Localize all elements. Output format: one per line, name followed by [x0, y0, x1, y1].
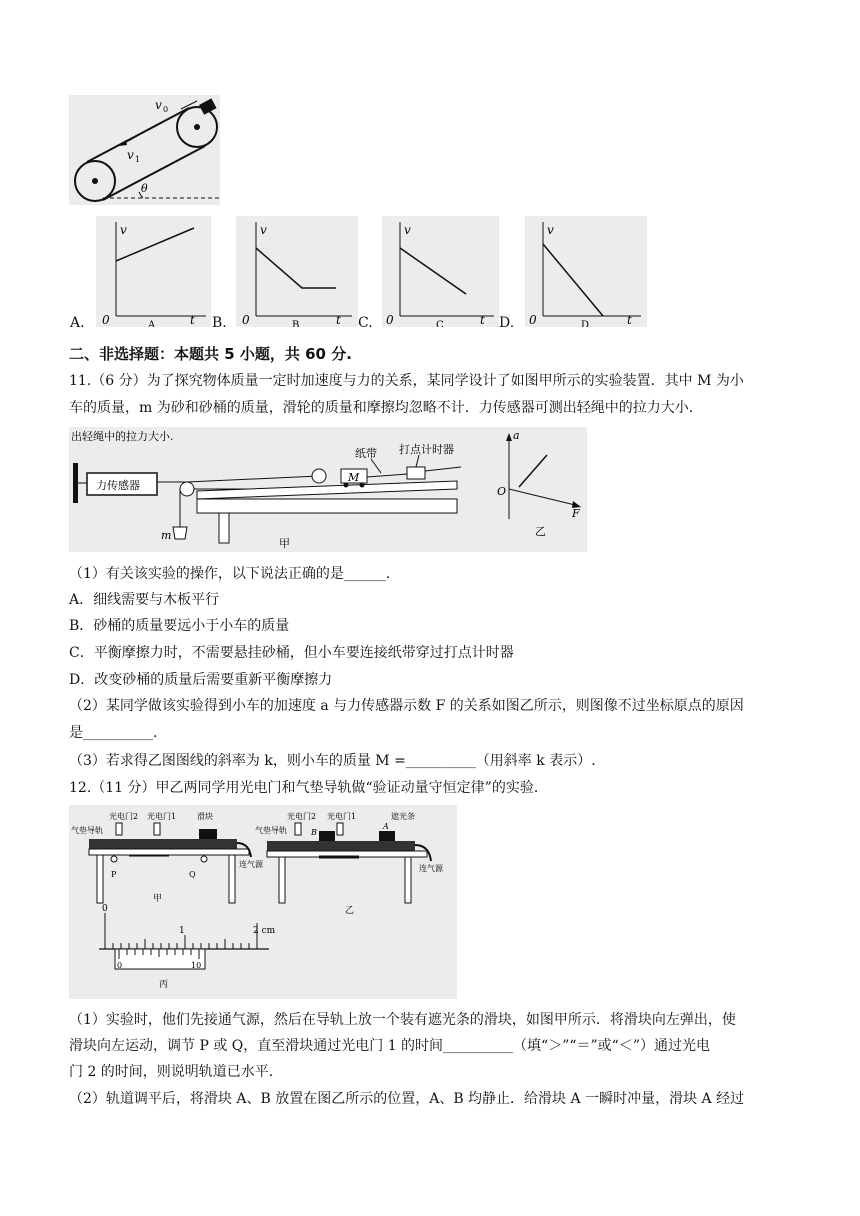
- v1-sub: 1: [135, 155, 141, 164]
- graph-b-x: t: [336, 313, 341, 327]
- graph-c-caption: C: [436, 320, 444, 327]
- q11-option-d: D．改变砂桶的质量后需要重新平衡摩擦力: [69, 672, 333, 688]
- graph-c-origin: 0: [386, 313, 394, 327]
- section-2-title: 二、非选择题：本题共 5 小题，共 60 分.: [69, 345, 352, 363]
- q12-airb: 连气源: [419, 864, 443, 873]
- q11-caption-jia: 甲: [279, 537, 290, 550]
- q11-p2-2: 是__________.: [69, 725, 158, 741]
- vernier-10: 10: [191, 961, 202, 970]
- q11-p3: （3）若求得乙图图线的斜率为 k，则小车的质量 M =__________（用斜率 k 表示）.: [69, 753, 596, 769]
- q12-gate2: 光电门2: [109, 812, 139, 821]
- graph-d-caption: D: [581, 320, 590, 327]
- q12-gate1b: 光电门1: [327, 812, 357, 821]
- q11-graph-O: O: [497, 485, 507, 498]
- q12-air: 连气源: [239, 860, 263, 869]
- vernier-0: 0: [117, 961, 123, 970]
- q11-option-a: A．细线需要与木板平行: [69, 592, 220, 608]
- q12-p2-1: （2）轨道调平后，将滑块 A、B 放置在图乙所示的位置，A、B 均静止．给滑块 A 一瞬时冲量，滑块 A 经过: [69, 1091, 745, 1107]
- option-b-graph: [236, 216, 358, 327]
- graph-d-x: t: [627, 313, 632, 327]
- q11-option-c: C．平衡摩擦力时，不需要悬挂砂桶，但小车要连接纸带穿过打点计时器: [69, 645, 514, 661]
- q12-Q: Q: [189, 870, 196, 879]
- caliper-2: 2 cm: [253, 926, 276, 936]
- q11-crop-text: 出轻绳中的拉力大小.: [71, 430, 174, 443]
- graph-d-origin: 0: [529, 313, 537, 327]
- caliper-1: 1: [179, 926, 185, 936]
- q11-timer-label: 打点计时器: [399, 443, 454, 456]
- option-d-graph: [525, 216, 647, 327]
- graph-c-y: v: [404, 223, 411, 237]
- q11-caption-yi: 乙: [535, 525, 546, 538]
- graph-a-y: v: [120, 223, 127, 237]
- q11-tape-label: 纸带: [355, 447, 377, 460]
- option-b-letter: B.: [212, 315, 227, 331]
- graph-c-x: t: [480, 313, 485, 327]
- q12-A: A: [383, 822, 389, 831]
- graph-b-caption: B: [292, 320, 300, 327]
- conveyor-belt-figure: [69, 95, 220, 205]
- q11-graph-a: a: [513, 429, 520, 442]
- v1-label: v: [127, 148, 134, 162]
- graph-d-y: v: [547, 223, 554, 237]
- option-c-letter: C.: [358, 315, 373, 331]
- q12-gate1: 光电门1: [147, 812, 177, 821]
- option-a-graph: [96, 216, 211, 327]
- q11-option-b: B．砂桶的质量要远小于小车的质量: [69, 618, 290, 634]
- q12-apparatus-figure: [69, 805, 457, 999]
- caliper-0: 0: [102, 904, 108, 914]
- q12-p1-1: （1）实验时，他们先接通气源，然后在导轨上放一个装有遮光条的滑块，如图甲所示．将滑块向左弹出，使: [69, 1012, 736, 1028]
- option-d-letter: D.: [499, 315, 515, 331]
- q12-B: B: [311, 828, 317, 837]
- q12-caption-bing: 丙: [159, 980, 169, 990]
- option-a-letter: A.: [70, 315, 85, 331]
- graph-a-caption: A: [148, 320, 156, 327]
- q12-intro: 12.（11 分）甲乙两同学用光电门和气垫导轨做“验证动量守恒定律”的实验．: [69, 780, 548, 796]
- graph-a-x: t: [190, 313, 195, 327]
- q12-caption-yi: 乙: [345, 906, 355, 916]
- q11-p1: （1）有关该实验的操作，以下说法正确的是______.: [69, 566, 391, 582]
- q11-intro-2: 车的质量，m 为砂和砂桶的质量，滑轮的质量和摩擦均忽略不计．力传感器可测出轻绳中的拉力大小．: [69, 400, 703, 416]
- conveyor-belt-diagram: [69, 95, 220, 205]
- q12-gate2b: 光电门2: [287, 812, 317, 821]
- graph-a-origin: 0: [102, 313, 110, 327]
- graph-b-origin: 0: [242, 313, 250, 327]
- v0-label: v: [155, 98, 162, 112]
- q11-graph-F: F: [572, 507, 580, 520]
- q12-caption-jia: 甲: [153, 894, 163, 904]
- theta-label: θ: [141, 182, 148, 195]
- q11-bucket-label: m: [161, 529, 172, 542]
- q12-track: 气垫导轨: [71, 826, 103, 835]
- q11-intro-1: 11.（6 分）为了探究物体质量一定时加速度与力的关系，某同学设计了如图甲所示的实验装置．其中 M 为小: [69, 373, 744, 389]
- q12-trackb: 气垫导轨: [255, 826, 287, 835]
- q11-apparatus-figure: [69, 427, 587, 552]
- q12-slider: 滑块: [197, 812, 213, 821]
- q12-P: P: [111, 870, 117, 879]
- q11-p2-1: （2）某同学做该实验得到小车的加速度 a 与力传感器示数 F 的关系如图乙所示，则图像不过坐标原点的原因: [69, 698, 744, 714]
- q12-p1-3: 门 2 的时间，则说明轨道已水平．: [69, 1064, 283, 1080]
- q12-p1-2: 滑块向左运动，调节 P 或 Q，直至滑块通过光电门 1 的时间__________（填“＞”“＝”或“＜”）通过光电: [69, 1038, 710, 1054]
- graph-b-y: v: [260, 223, 267, 237]
- q11-sensor-label: 力传感器: [96, 479, 140, 492]
- q11-cart-label: M: [348, 471, 360, 484]
- option-c-graph: [382, 216, 499, 327]
- v0-sub: 0: [163, 105, 169, 114]
- q12-shade: 遮光条: [391, 812, 415, 821]
